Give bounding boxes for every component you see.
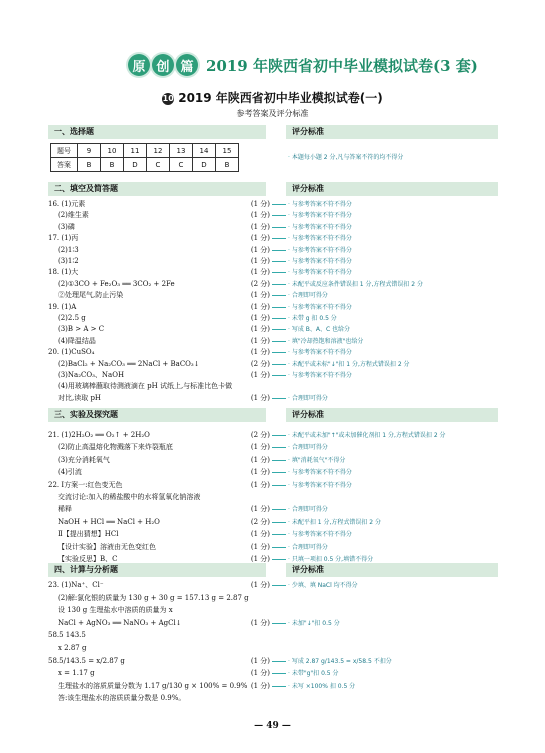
- num-cell: 10: [101, 144, 124, 158]
- score-label: (1 分): [250, 681, 270, 690]
- connector-line: [272, 485, 286, 486]
- answer-text: (4)引流: [58, 468, 82, 477]
- answer-line: [48, 529, 278, 540]
- answer-text: (2)①3CO + Fe₂O₃ ══ 3CO₂ + 2Fe: [58, 279, 175, 288]
- answer-cell: C: [147, 158, 170, 172]
- answer-text: (2)1∶3: [58, 245, 79, 254]
- score-label: (1 分): [250, 371, 270, 379]
- score-label: (1 分): [250, 443, 270, 452]
- score-label: (1 分): [250, 530, 270, 539]
- num-cell: 13: [170, 144, 193, 158]
- criteria-remark: · 与参考答案不符不得分: [288, 233, 352, 244]
- answer-line: [48, 504, 278, 515]
- answer-line: [48, 381, 278, 392]
- score-label: (1 分): [250, 302, 270, 311]
- answer-text: 16. (1)元素: [48, 200, 86, 208]
- answer-line: [48, 643, 278, 654]
- answer-line: [48, 442, 278, 453]
- answer-line: [48, 580, 278, 591]
- criteria-remark: · 填"消耗氧气"不得分: [288, 455, 345, 466]
- answer-line: [48, 517, 278, 528]
- choice-remark: · 本题每小题 2 分,凡与答案不符的均不得分: [288, 152, 403, 163]
- section-experiment-header: 三、实验及探究题: [48, 408, 266, 422]
- answer-text: 对比,读取 pH: [58, 393, 102, 402]
- answer-text: 21. (1)2H₂O₂ ══ O₂↑ + 2H₂O: [48, 431, 150, 439]
- connector-line: [272, 272, 286, 273]
- connector-line: [272, 352, 286, 353]
- criteria-remark: · 合理即可得分: [288, 393, 328, 404]
- connector-line: [272, 238, 286, 239]
- criteria-remark: · 与参考答案不符不得分: [288, 370, 352, 381]
- connector-line: [272, 364, 286, 365]
- answer-line: [48, 630, 278, 641]
- answer-table-number-row: [51, 144, 239, 158]
- connector-line: [272, 375, 286, 376]
- exam-subtitle: 参考答案及评分标准: [236, 109, 309, 118]
- answer-line: [48, 336, 278, 347]
- answer-line: [48, 210, 278, 221]
- answer-line: [48, 430, 278, 441]
- score-label: (1 分): [250, 505, 270, 514]
- answer-text: 稀释: [58, 505, 72, 514]
- answer-text: 17. (1)丙: [48, 234, 79, 243]
- connector-line: [272, 204, 286, 205]
- criteria-remark: · 与参考答案不符不得分: [288, 256, 352, 267]
- criteria-remark: · 与参考答案不符不得分: [288, 480, 352, 491]
- answer-text: 答:该生理盐水的溶质质量分数是 0.9%。: [58, 694, 186, 703]
- answer-line: [48, 267, 278, 278]
- answer-text: (3)1∶2: [58, 257, 79, 265]
- answer-line: [48, 542, 278, 553]
- criteria-remark: · 未带"g"扣 0.5 分: [288, 668, 339, 679]
- score-label: (1 分): [250, 555, 270, 563]
- criteria-remark: · 与参考答案不符不得分: [288, 199, 352, 210]
- answer-line: [48, 347, 278, 358]
- answer-line: [48, 199, 278, 210]
- answer-text: x = 1.17 g: [58, 669, 95, 678]
- answer-text: (3)磷: [58, 222, 75, 231]
- banner: [128, 52, 478, 78]
- criteria-remark: · 未配平或未标"↓"扣 1 分,方程式错误扣 2 分: [288, 359, 410, 370]
- exam-number-badge: 10: [162, 94, 174, 103]
- exam-title: 2019 年陕西省初中毕业模拟试卷(一): [178, 91, 383, 105]
- connector-line: [272, 295, 286, 296]
- score-label: (1 分): [250, 542, 270, 551]
- criteria-remark: · 少填、填 NaCl 均不得分: [288, 580, 358, 591]
- answer-text: 交流讨论:加入的稀盐酸中的水将氢氧化钠溶液: [58, 493, 201, 501]
- connector-line: [272, 534, 286, 535]
- criteria-remark: · 与参考答案不符不得分: [288, 347, 352, 358]
- answer-line: [48, 455, 278, 466]
- answer-text: 20. (1)CuSO₄: [48, 348, 95, 357]
- score-label: (1 分): [250, 200, 270, 208]
- answer-text: 19. (1)A: [48, 302, 77, 311]
- answer-line: [48, 324, 278, 335]
- answer-line: [48, 256, 278, 267]
- score-label: (1 分): [250, 455, 270, 464]
- score-label: (1 分): [250, 618, 270, 627]
- answer-line: [48, 618, 278, 629]
- connector-line: [272, 585, 286, 586]
- connector-line: [272, 250, 286, 251]
- criteria-remark: · 合理即可得分: [288, 504, 328, 515]
- score-label: (2 分): [250, 431, 270, 439]
- answer-line: [48, 693, 278, 704]
- answer-text: 18. (1)大: [48, 268, 79, 277]
- score-label: (1 分): [250, 581, 270, 589]
- answer-cell: B: [78, 158, 101, 172]
- answer-text: (2)解:氯化银的质量为 130 g + 30 g = 157.13 g = 2.87 g: [58, 593, 249, 602]
- connector-line: [272, 284, 286, 285]
- criteria-remark: · 与参考答案不符不得分: [288, 222, 352, 233]
- score-label: (1 分): [250, 468, 270, 477]
- answer-line: [48, 593, 278, 604]
- criteria-remark: · 未带 g 扣 0.5 分: [288, 313, 337, 324]
- criteria-remark: · 未配平扣 1 分,方程式错误扣 2 分: [288, 517, 381, 528]
- num-cell: 12: [147, 144, 170, 158]
- num-cell: 14: [193, 144, 216, 158]
- connector-line: [272, 341, 286, 342]
- criteria-remark: · 与参考答案不符不得分: [288, 467, 352, 478]
- score-label: (2 分): [250, 359, 270, 368]
- section-calc-criteria: 评分标准: [286, 563, 498, 577]
- answer-line: [48, 222, 278, 233]
- answer-line: [48, 233, 278, 244]
- answer-text: 设 130 g 生理盐水中溶质的质量为 x: [58, 606, 173, 615]
- criteria-remark: · 与参考答案不符不得分: [288, 529, 352, 540]
- score-label: (2 分): [250, 517, 270, 526]
- answer-text: 58.5 143.5: [48, 631, 86, 640]
- score-label: (1 分): [250, 291, 270, 300]
- badge-chuang: 创: [152, 54, 174, 76]
- answer-cell: B: [101, 158, 124, 172]
- answer-line: [48, 393, 278, 404]
- answer-text: (4)用玻璃棒蘸取待测液滴在 pH 试纸上,与标准比色卡做: [58, 382, 233, 391]
- answer-text: NaCl + AgNO₃ ══ NaNO₃ + AgCl↓: [58, 618, 182, 627]
- criteria-remark: · 写成 B、A、C 也给分: [288, 324, 350, 335]
- score-label: (1 分): [250, 656, 270, 665]
- section-fill-header: 二、填空及简答题: [48, 182, 266, 196]
- criteria-remark: · 只填一项扣 0.5 分,填错不得分: [288, 554, 373, 565]
- connector-line: [272, 661, 286, 662]
- connector-line: [272, 329, 286, 330]
- answer-text: 【实验反思】B、C: [58, 555, 118, 563]
- answer-line: [48, 605, 278, 616]
- criteria-remark: · 未配平或未加"↑"或未加催化剂扣 1 分,方程式错误扣 2 分: [288, 430, 446, 441]
- connector-line: [272, 460, 286, 461]
- answer-text: Ⅱ【提出猜想】HCl: [58, 530, 119, 539]
- table-head-cell: 题号: [51, 144, 78, 158]
- criteria-remark: · 合理即可得分: [288, 442, 328, 453]
- score-label: (2 分): [250, 279, 270, 288]
- answer-line: [48, 279, 278, 290]
- exam-header: [0, 89, 545, 119]
- connector-line: [272, 447, 286, 448]
- score-label: (1 分): [250, 222, 270, 231]
- criteria-remark: · 与参考答案不符不得分: [288, 302, 352, 313]
- connector-line: [272, 547, 286, 548]
- connector-line: [272, 472, 286, 473]
- answer-text: (2)2.5 g: [58, 314, 86, 322]
- answer-table-answer-row: [51, 158, 239, 172]
- answer-cell: D: [124, 158, 147, 172]
- answer-line: [48, 245, 278, 256]
- score-label: (1 分): [250, 393, 270, 402]
- answer-text: 生理盐水的溶质质量分数为 1.17 g/130 g × 100% = 0.9%: [58, 681, 248, 690]
- criteria-remark: · 未写 ×100% 扣 0.5 分: [288, 681, 355, 692]
- answer-text: 【设计实验】溶液由无色变红色: [58, 542, 156, 551]
- score-label: (1 分): [250, 245, 270, 254]
- answer-line: [48, 313, 278, 324]
- answer-text: (2)防止高温熔化物溅落下来炸裂瓶底: [58, 443, 173, 452]
- answer-line: [48, 480, 278, 491]
- table-head-cell: 答案: [51, 158, 78, 172]
- score-label: (1 分): [250, 314, 270, 322]
- criteria-remark: · 与参考答案不符不得分: [288, 210, 352, 221]
- connector-line: [272, 686, 286, 687]
- answer-line: [48, 370, 278, 381]
- connector-line: [272, 435, 286, 436]
- answer-line: [48, 656, 278, 667]
- page-number: — 49 —: [254, 721, 291, 731]
- score-label: (1 分): [250, 234, 270, 243]
- connector-line: [272, 307, 286, 308]
- answer-line: [48, 467, 278, 478]
- criteria-remark: · 合理即可得分: [288, 290, 328, 301]
- criteria-remark: · 未加"↓"扣 0.5 分: [288, 618, 340, 629]
- answer-text: (3)Na₂CO₃、NaOH: [58, 371, 125, 379]
- connector-line: [272, 509, 286, 510]
- num-cell: 11: [124, 144, 147, 158]
- answer-text: (3)B > A > C: [58, 325, 105, 334]
- answer-text: ②处理尾气,防止污染: [58, 291, 124, 300]
- connector-line: [272, 398, 286, 399]
- section-calc-header: 四、计算与分析题: [48, 563, 266, 577]
- section-fill-criteria: 评分标准: [286, 182, 498, 196]
- score-label: (1 分): [250, 669, 270, 678]
- answer-text: 23. (1)Na⁺、Cl⁻: [48, 581, 104, 589]
- answer-text: 22. Ⅰ方案一:红色变无色: [48, 480, 123, 489]
- connector-line: [272, 623, 286, 624]
- section-experiment-criteria: 评分标准: [286, 408, 498, 422]
- connector-line: [272, 215, 286, 216]
- answer-line: [48, 492, 278, 503]
- answer-cell: C: [170, 158, 193, 172]
- answer-text: (3)充分消耗氧气: [58, 455, 110, 464]
- answer-text: x 2.87 g: [58, 644, 87, 652]
- answer-text: (2)BaCl₂ + Na₂CO₃ ══ 2NaCl + BaCO₃↓: [58, 359, 200, 368]
- connector-line: [272, 559, 286, 560]
- connector-line: [272, 318, 286, 319]
- connector-line: [272, 261, 286, 262]
- criteria-remark: · 与参考答案不符不得分: [288, 245, 352, 256]
- banner-title: 2019 年陕西省初中毕业模拟试卷(3 套): [206, 56, 478, 75]
- score-label: (1 分): [250, 268, 270, 277]
- answer-line: [48, 290, 278, 301]
- connector-line: [272, 227, 286, 228]
- answer-line: [48, 668, 278, 679]
- answer-line: [48, 681, 278, 692]
- criteria-remark: · 写成 2.87 g/143.5 = x/58.5 不扣分: [288, 656, 392, 667]
- answer-text: (2)维生素: [58, 211, 89, 220]
- connector-line: [272, 673, 286, 674]
- answer-text: (4)降温结晶: [58, 336, 96, 345]
- score-label: (1 分): [250, 348, 270, 357]
- criteria-remark: · 未配平或反应条件错误扣 1 分,方程式错误扣 2 分: [288, 279, 423, 290]
- answer-table: [50, 143, 239, 172]
- score-label: (1 分): [250, 480, 270, 489]
- num-cell: 15: [216, 144, 239, 158]
- badge-yuan: 原: [128, 54, 150, 76]
- answer-line: [48, 302, 278, 313]
- answer-text: NaOH + HCl ══ NaCl + H₂O: [58, 517, 160, 526]
- num-cell: 9: [78, 144, 101, 158]
- answer-cell: B: [216, 158, 239, 172]
- criteria-remark: · 合理即可得分: [288, 542, 328, 553]
- score-label: (1 分): [250, 257, 270, 265]
- connector-line: [272, 522, 286, 523]
- score-label: (1 分): [250, 211, 270, 220]
- answer-cell: D: [193, 158, 216, 172]
- criteria-remark: · 填"冷却热饱和溶液"也给分: [288, 336, 363, 347]
- score-label: (1 分): [250, 336, 270, 345]
- badge-pian: 篇: [176, 54, 198, 76]
- answer-text: 58.5/143.5 = x/2.87 g: [48, 656, 125, 665]
- section-choice-criteria: 评分标准: [286, 125, 498, 139]
- answer-line: [48, 359, 278, 370]
- section-choice-header: 一、选择题: [48, 125, 266, 139]
- criteria-remark: · 与参考答案不符不得分: [288, 267, 352, 278]
- score-label: (1 分): [250, 325, 270, 334]
